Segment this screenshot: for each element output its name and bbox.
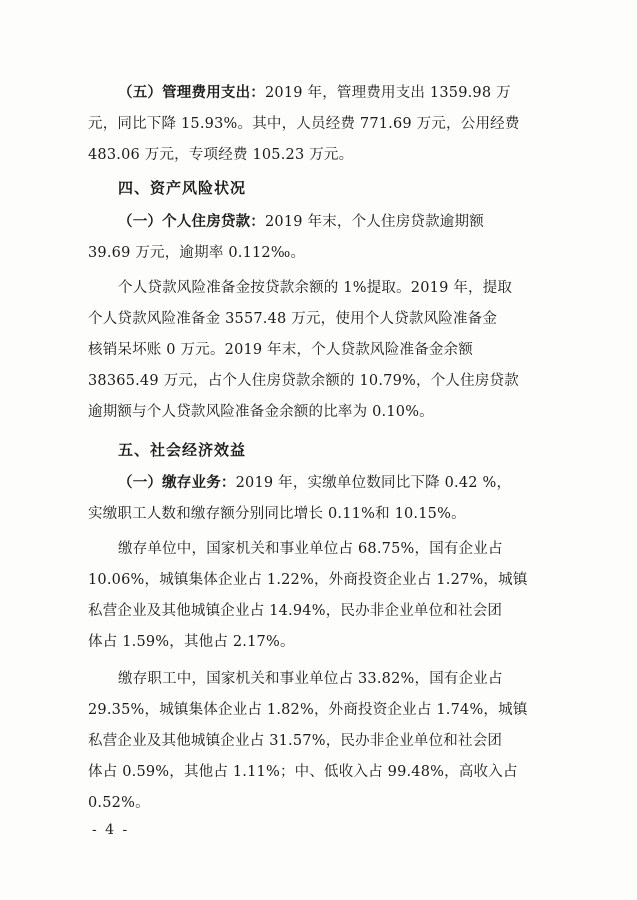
paragraph-line: 483.06 万元，专项经费 105.23 万元。 <box>88 147 354 163</box>
paragraph-line <box>88 78 598 109</box>
paragraph-housing-loans <box>88 207 598 269</box>
paragraph-line: 私营企业及其他城镇企业占 14.94%，民办非企业单位和社会团 <box>88 603 503 619</box>
paragraph-deposit-units <box>88 534 598 658</box>
page-number: - 4 - <box>92 822 130 838</box>
paragraph-text: 2019 年，管理费用支出 1359.98 万 <box>265 85 511 101</box>
paragraph-heading: （一）缴存业务： <box>118 475 236 491</box>
section-heading-social-benefits: 五、社会经济效益 <box>118 441 247 459</box>
paragraph-heading: （五）管理费用支出： <box>118 85 265 101</box>
paragraph-line: 缴存职工中，国家机关和事业单位占 33.82%，国有企业占 <box>118 671 503 687</box>
paragraph-line: 元，同比下降 15.93%。其中，人员经费 771.69 万元，公用经费 <box>88 116 520 132</box>
paragraph-line: 缴存单位中，国家机关和事业单位占 68.75%，国有企业占 <box>118 541 503 557</box>
paragraph-management-expenses <box>88 78 598 171</box>
paragraph-line: 个人贷款风险准备金 3557.48 万元，使用个人贷款风险准备金 <box>88 311 498 327</box>
paragraph-line <box>88 207 598 238</box>
paragraph-line: 个人贷款风险准备金按贷款余额的 1%提取。2019 年，提取 <box>118 280 513 296</box>
paragraph-line: 实缴职工人数和缴存额分别同比增长 0.11%和 10.15%。 <box>88 506 466 522</box>
paragraph-text: 2019 年，实缴单位数同比下降 0.42 %， <box>235 475 512 491</box>
paragraph-line: 38365.49 万元，占个人住房贷款余额的 10.79%，个人住房贷款 <box>88 373 519 389</box>
section-heading-asset-risk: 四、资产风险状况 <box>118 179 247 197</box>
paragraph-line: 私营企业及其他城镇企业占 31.57%，民办非企业单位和社会团 <box>88 733 503 749</box>
paragraph-line: 0.52%。 <box>88 795 150 811</box>
paragraph-deposit-business <box>88 468 598 530</box>
paragraph-line: 体占 0.59%，其他占 1.11%；中、低收入占 99.48%，高收入占 <box>88 764 518 780</box>
paragraph-line <box>88 468 598 499</box>
paragraph-line: 10.06%，城镇集体企业占 1.22%，外商投资企业占 1.27%，城镇 <box>88 572 528 588</box>
paragraph-line: 39.69 万元，逾期率 0.112‰。 <box>88 245 306 261</box>
paragraph-text: 2019 年末，个人住房贷款逾期额 <box>265 214 484 230</box>
paragraph-heading: （一）个人住房贷款： <box>118 214 265 230</box>
paragraph-line: 体占 1.59%，其他占 2.17%。 <box>88 634 295 650</box>
paragraph-line: 核销呆坏账 0 万元。2019 年末，个人贷款风险准备金余额 <box>88 342 473 358</box>
paragraph-line: 逾期额与个人贷款风险准备金余额的比率为 0.10%。 <box>88 404 434 420</box>
paragraph-line: 29.35%，城镇集体企业占 1.82%，外商投资企业占 1.74%，城镇 <box>88 702 528 718</box>
paragraph-deposit-employees <box>88 664 598 819</box>
paragraph-risk-reserve <box>88 273 598 428</box>
